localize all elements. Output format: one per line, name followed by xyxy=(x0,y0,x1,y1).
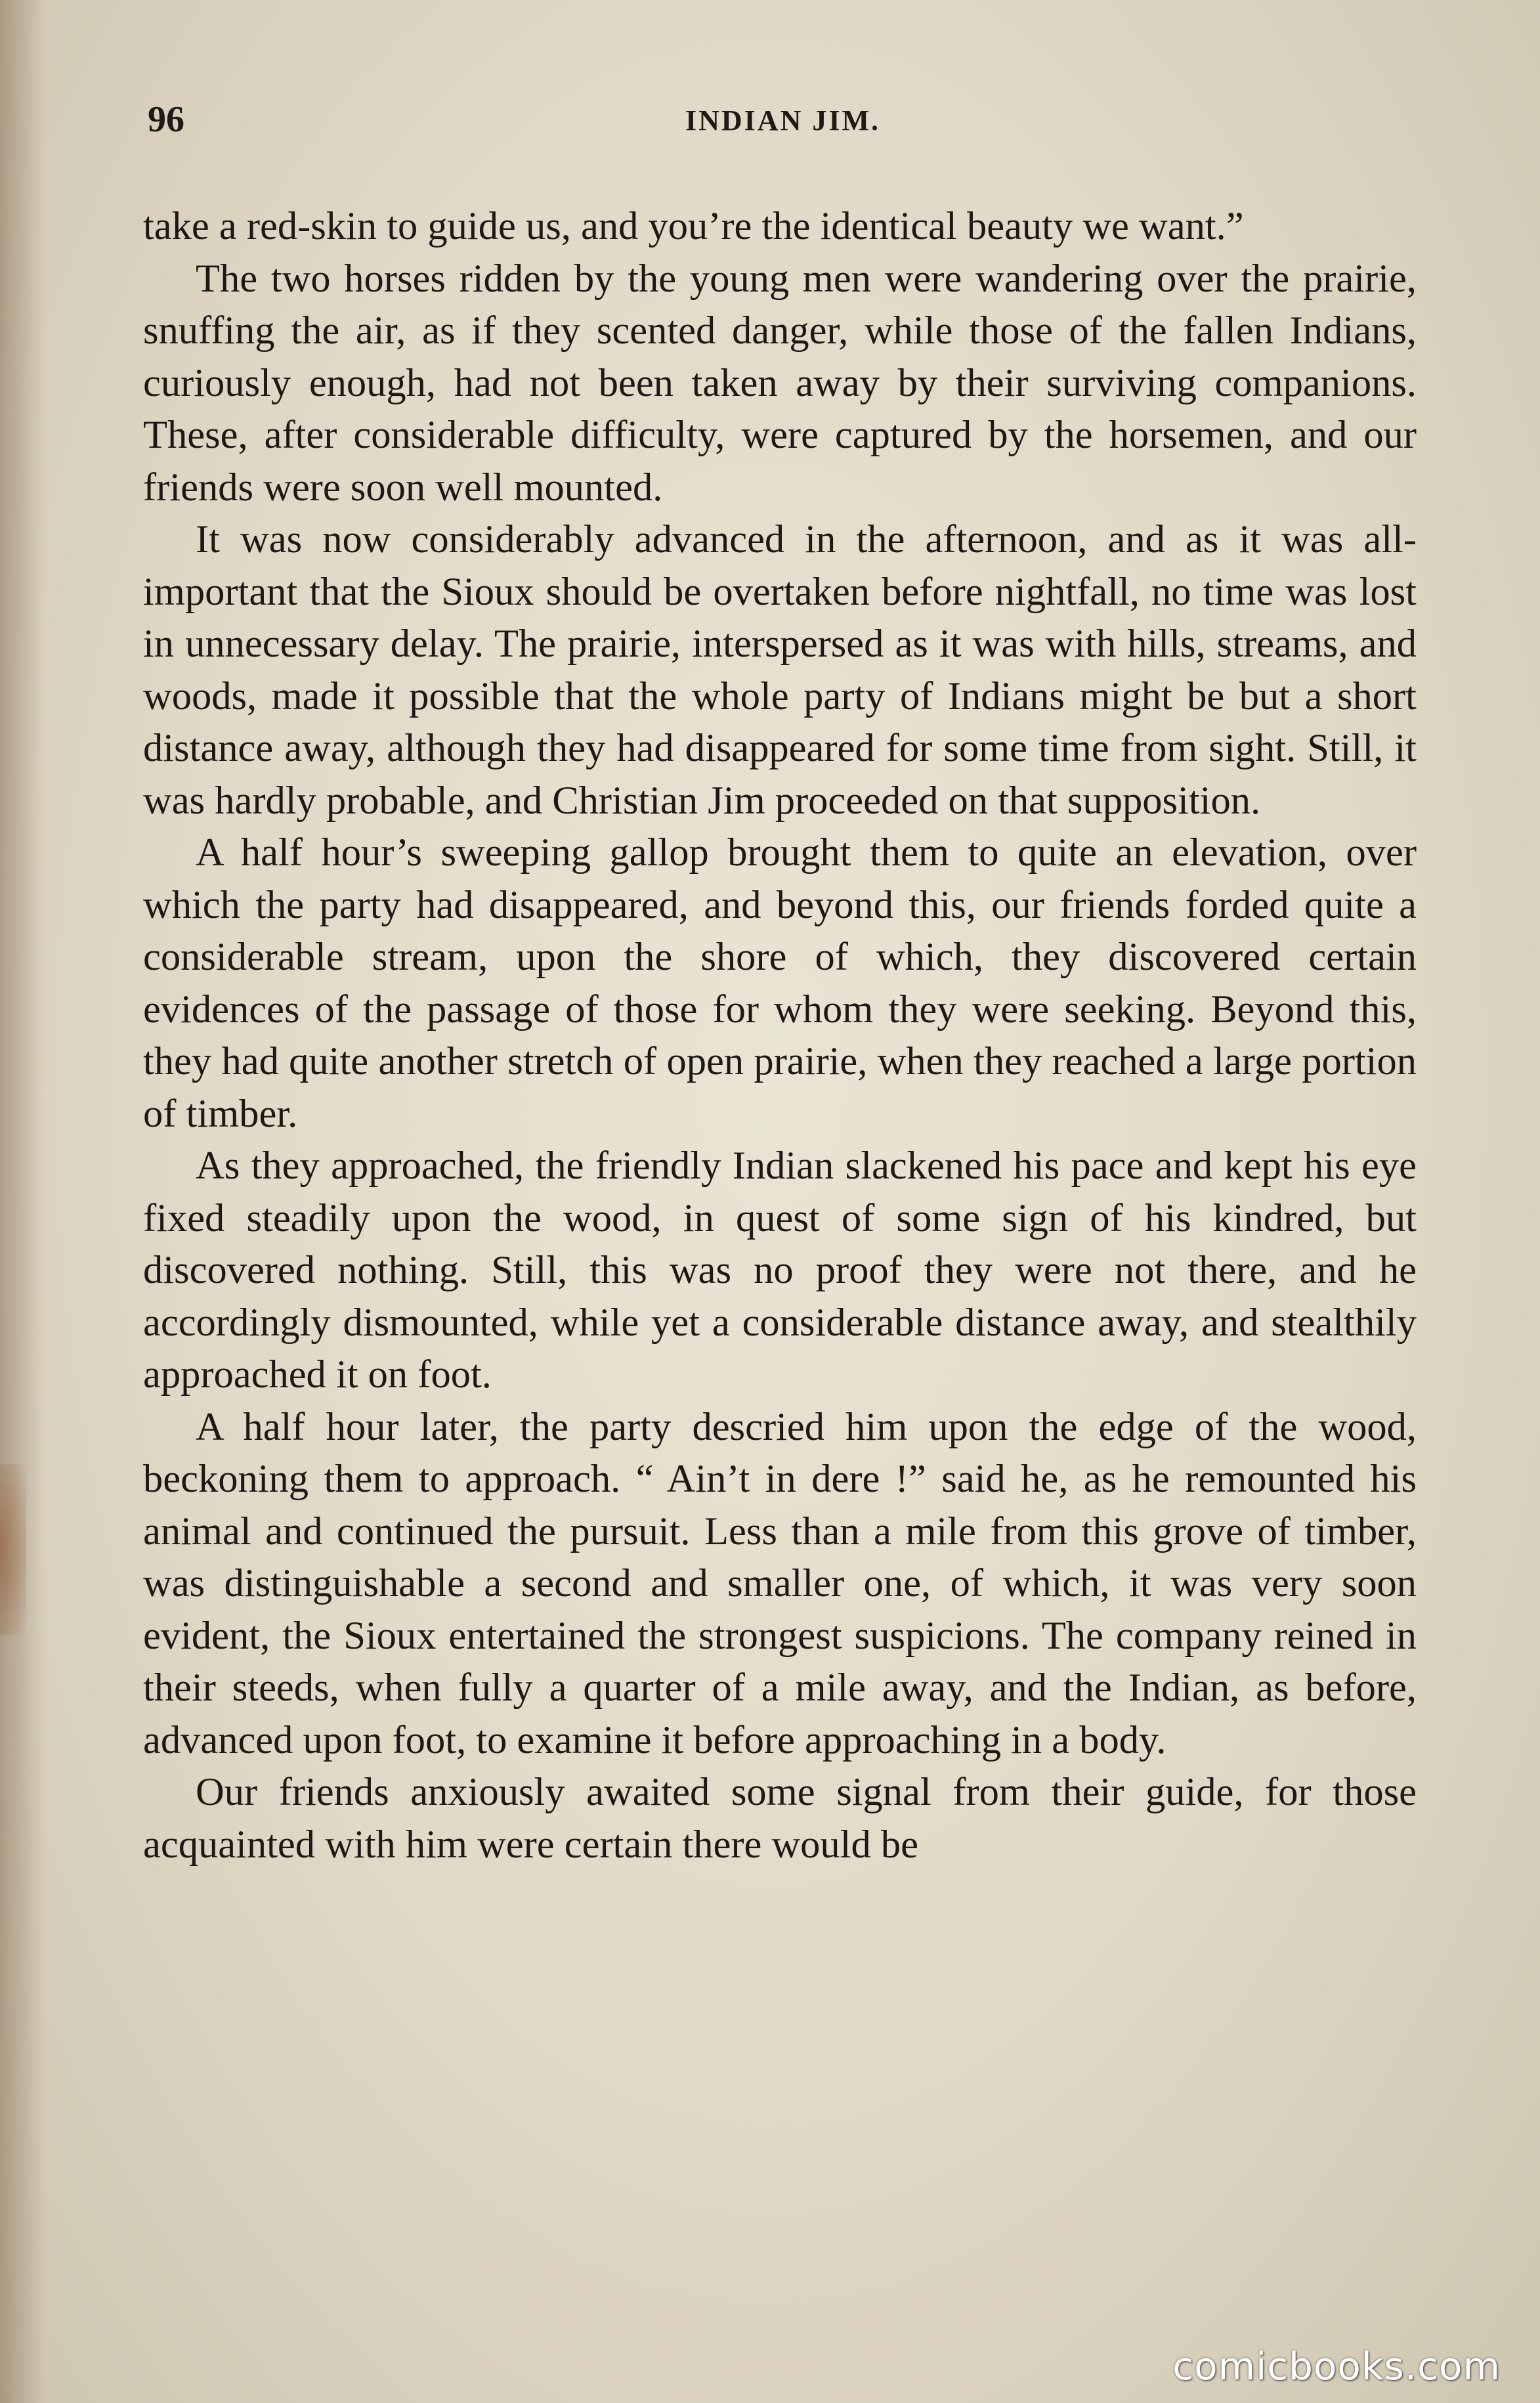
paragraph: A half hour’s sweeping gallop brought them to quite an elevation, over which the party had disappeared, and beyond this, our friends forded quite a considerable stream, upon the shore of which, they discovered certain evidences of the passage of those for whom they were seeking. Beyond this, they had quite another stretch of open prairie, when they reached a large portion of timber. xyxy=(143,831,1417,1136)
watermark: comicbooks.com xyxy=(1172,2344,1501,2389)
page-stain xyxy=(0,1464,26,1635)
page-header xyxy=(148,98,1418,144)
paragraph: It was now considerably advanced in the afternoon, and as it was all-important that the Sioux should be overtaken before nightfall, no time was lost in unnecessary delay. The prairie, interspersed as it was with hills, streams, and woods, made it possible that the whole party of Indians might be but a short distance away, although they had disappeared for some time from sight. Still, it was hardly probable, and Christian Jim proceeded on that supposition. xyxy=(143,517,1417,823)
page-edge-shadow xyxy=(0,0,46,2403)
body-text xyxy=(143,200,1417,2275)
page-number: 96 xyxy=(148,99,184,140)
paragraph: take a red-skin to guide us, and you’re the identical beauty we want.” xyxy=(143,204,1244,248)
paragraph: The two horses ridden by the young men were wandering over the prairie, snuffing the air, as if they scented danger, while those of the fallen Indians, curiously enough, had not been taken away by their surviving companions. These, after considerable difficulty, were captured by the horsemen, and our friends were soon well mounted. xyxy=(143,256,1417,509)
paragraph: A half hour later, the party descried him upon the edge of the wood, beckoning them to approach. “ Ain’t in dere !” said he, as he remounted his animal and continued the pursuit. Less than a mile from this grove of timber, was distinguishable a second and smaller one, of which, it was very soon evident, the Sioux entertained the strongest suspicions. The company reined in their steeds, when fully a quarter of a mile away, and the Indian, as before, advanced upon foot, to examine it before approaching in a body. xyxy=(143,1404,1417,1762)
paragraph: As they approached, the friendly Indian slackened his pace and kept his eye fixed steadily upon the wood, in quest of some sign of his kindred, but discovered nothing. Still, this was no proof they were not there, and he accordingly dismounted, while yet a considerable distance away, and stealthily approached it on foot. xyxy=(143,1144,1417,1396)
paragraph: Our friends anxiously awaited some signal from their guide, for those acquainted with him were certain there would be xyxy=(143,1770,1417,1867)
running-head: INDIAN JIM. xyxy=(685,104,880,137)
